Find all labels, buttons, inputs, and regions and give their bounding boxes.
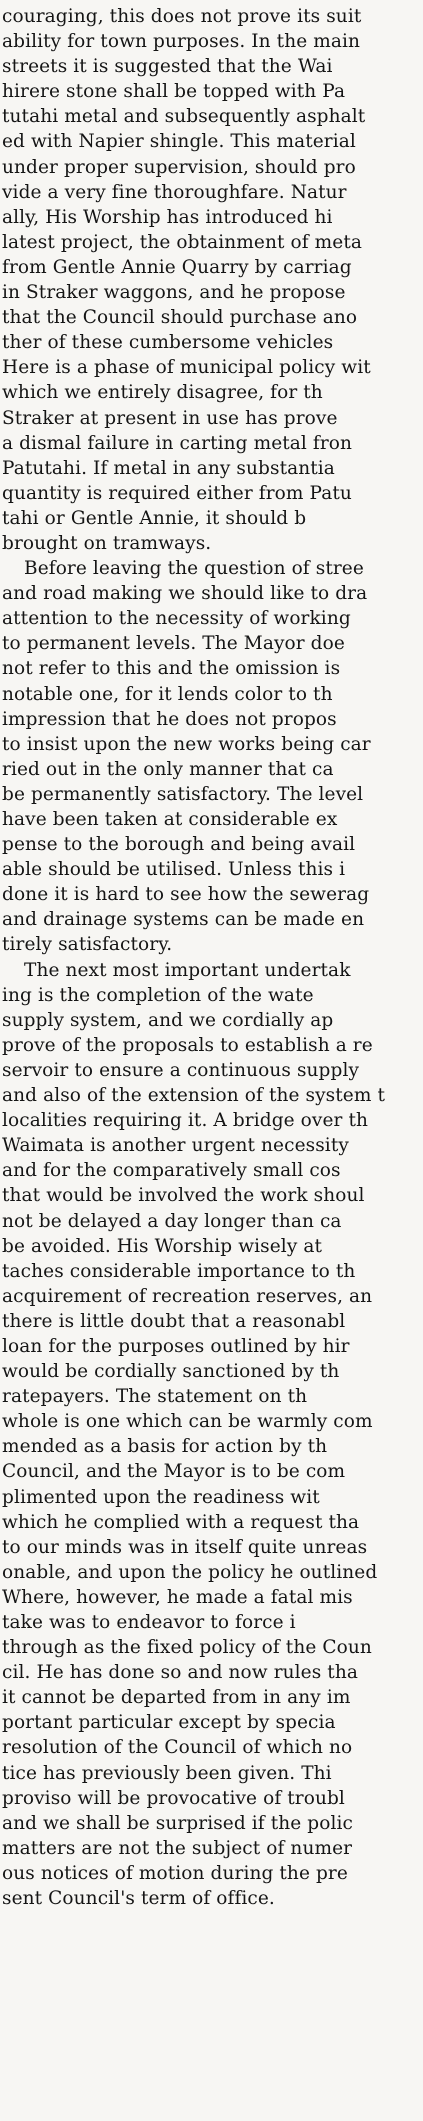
text-line: quantity is required either from Patu xyxy=(2,482,352,504)
text-line: servoir to ensure a continuous supply xyxy=(2,1059,360,1081)
text-line: tutahi metal and subsequently asphalt xyxy=(2,106,366,128)
text-line: portant particular except by specia xyxy=(2,1712,336,1734)
text-line: ability for town purposes. In the main xyxy=(2,31,361,53)
text-line: vide a very fine thoroughfare. Natur xyxy=(2,181,347,203)
text-line: take was to endeavor to force i xyxy=(2,1612,296,1633)
text-line: and for the comparatively small cos xyxy=(2,1160,341,1182)
text-line: hirere stone shall be topped with Pa xyxy=(2,81,346,103)
text-line: The next most important undertak xyxy=(24,959,351,981)
text-line: a dismal failure in carting metal fron xyxy=(2,432,353,454)
text-line: Here is a phase of municipal policy wit xyxy=(2,357,371,379)
text-line: proviso will be provocative of troubl xyxy=(2,1787,345,1809)
text-line: Council, and the Mayor is to be com xyxy=(2,1461,346,1483)
text-line: there is little doubt that a reasonabl xyxy=(2,1310,346,1332)
text-line: Straker at present in use has prove xyxy=(2,407,338,429)
text-line: latest project, the obtainment of meta xyxy=(2,231,362,253)
text-line: acquirement of recreation reserves, an xyxy=(2,1285,373,1307)
text-line: ally, His Worship has introduced hi xyxy=(2,206,333,228)
text-line: to insist upon the new works being car xyxy=(2,733,371,755)
text-line: under proper supervision, should pro xyxy=(2,156,356,178)
text-line: Where, however, he made a fatal mis xyxy=(2,1586,353,1608)
text-line: ratepayers. The statement on th xyxy=(2,1386,308,1408)
text-line: be avoided. His Worship wisely at xyxy=(2,1235,323,1257)
text-line: whole is one which can be warmly com xyxy=(2,1411,373,1433)
article-paragraph xyxy=(2,958,423,1912)
article-paragraph xyxy=(2,4,423,556)
text-line: matters are not the subject of numer xyxy=(2,1837,353,1859)
text-line: resolution of the Council of which no xyxy=(2,1737,353,1759)
text-line: ous notices of motion during the pre xyxy=(2,1862,348,1884)
text-line: which he complied with a request tha xyxy=(2,1511,360,1533)
text-line: Before leaving the question of stree xyxy=(24,558,364,580)
text-line: and road making we should like to dra xyxy=(2,583,368,605)
text-line: which we entirely disagree, for th xyxy=(2,382,323,404)
text-line: ther of these cumbersome vehicles xyxy=(2,332,334,354)
text-line: onable, and upon the policy he outlined xyxy=(2,1561,378,1583)
text-line: brought on tramways. xyxy=(2,532,212,554)
text-line: to our minds was in itself quite unreas xyxy=(2,1536,368,1558)
text-line: have been taken at considerable ex xyxy=(2,809,338,830)
text-line: done it is hard to see how the sewerag xyxy=(2,884,370,906)
text-line: taches considerable importance to th xyxy=(2,1260,356,1282)
text-line: would be cordially sanctioned by th xyxy=(2,1361,340,1383)
text-line: tirely satisfactory. xyxy=(2,934,173,956)
text-line: through as the fixed policy of the Coun xyxy=(2,1637,372,1659)
article-column xyxy=(2,4,423,1911)
text-line: able should be utilised. Unless this i xyxy=(2,859,346,881)
text-line: be permanently satisfactory. The level xyxy=(2,783,364,805)
text-line: ed with Napier shingle. This material xyxy=(2,131,356,153)
text-line: pense to the borough and being avail xyxy=(2,834,356,856)
text-line: attention to the necessity of working xyxy=(2,608,351,630)
text-line: prove of the proposals to establish a re xyxy=(2,1034,373,1056)
article-paragraph xyxy=(2,556,423,958)
text-line: from Gentle Annie Quarry by carriag xyxy=(2,256,352,278)
text-line: streets it is suggested that the Wai xyxy=(2,56,333,78)
text-line: notable one, for it lends color to th xyxy=(2,683,333,705)
text-line: mended as a basis for action by th xyxy=(2,1436,328,1458)
text-line: cil. He has done so and now rules tha xyxy=(2,1662,358,1684)
text-line: plimented upon the readiness wit xyxy=(2,1486,320,1508)
text-line: that the Council should purchase ano xyxy=(2,307,358,329)
text-line: and we shall be surprised if the polic xyxy=(2,1812,353,1834)
text-line: localities requiring it. A bridge over th xyxy=(2,1110,368,1132)
text-line: in Straker waggons, and he propose xyxy=(2,282,346,304)
text-line: sent Council's term of office. xyxy=(2,1888,275,1910)
text-line: ing is the completion of the wate xyxy=(2,984,314,1006)
text-line: not be delayed a day longer than ca xyxy=(2,1210,342,1232)
text-line: loan for the purposes outlined by hir xyxy=(2,1335,350,1357)
text-line: couraging, this does not prove its suit xyxy=(2,6,362,27)
text-line: impression that he does not propos xyxy=(2,708,337,730)
text-line: that would be involved the work shoul xyxy=(2,1185,365,1207)
text-line: ried out in the only manner that ca xyxy=(2,758,334,780)
text-line: supply system, and we cordially ap xyxy=(2,1009,334,1031)
text-line: and also of the extension of the system t xyxy=(2,1085,386,1107)
text-line: Patutahi. If metal in any substantia xyxy=(2,457,335,479)
text-line: not refer to this and the omission is xyxy=(2,658,341,680)
text-line: Waimata is another urgent necessity xyxy=(2,1135,349,1157)
text-line: it cannot be departed from in any im xyxy=(2,1687,351,1709)
text-line: tahi or Gentle Annie, it should b xyxy=(2,507,307,529)
text-line: to permanent levels. The Mayor doe xyxy=(2,633,345,655)
text-line: and drainage systems can be made en xyxy=(2,909,365,931)
text-line: tice has previously been given. Thi xyxy=(2,1762,332,1784)
